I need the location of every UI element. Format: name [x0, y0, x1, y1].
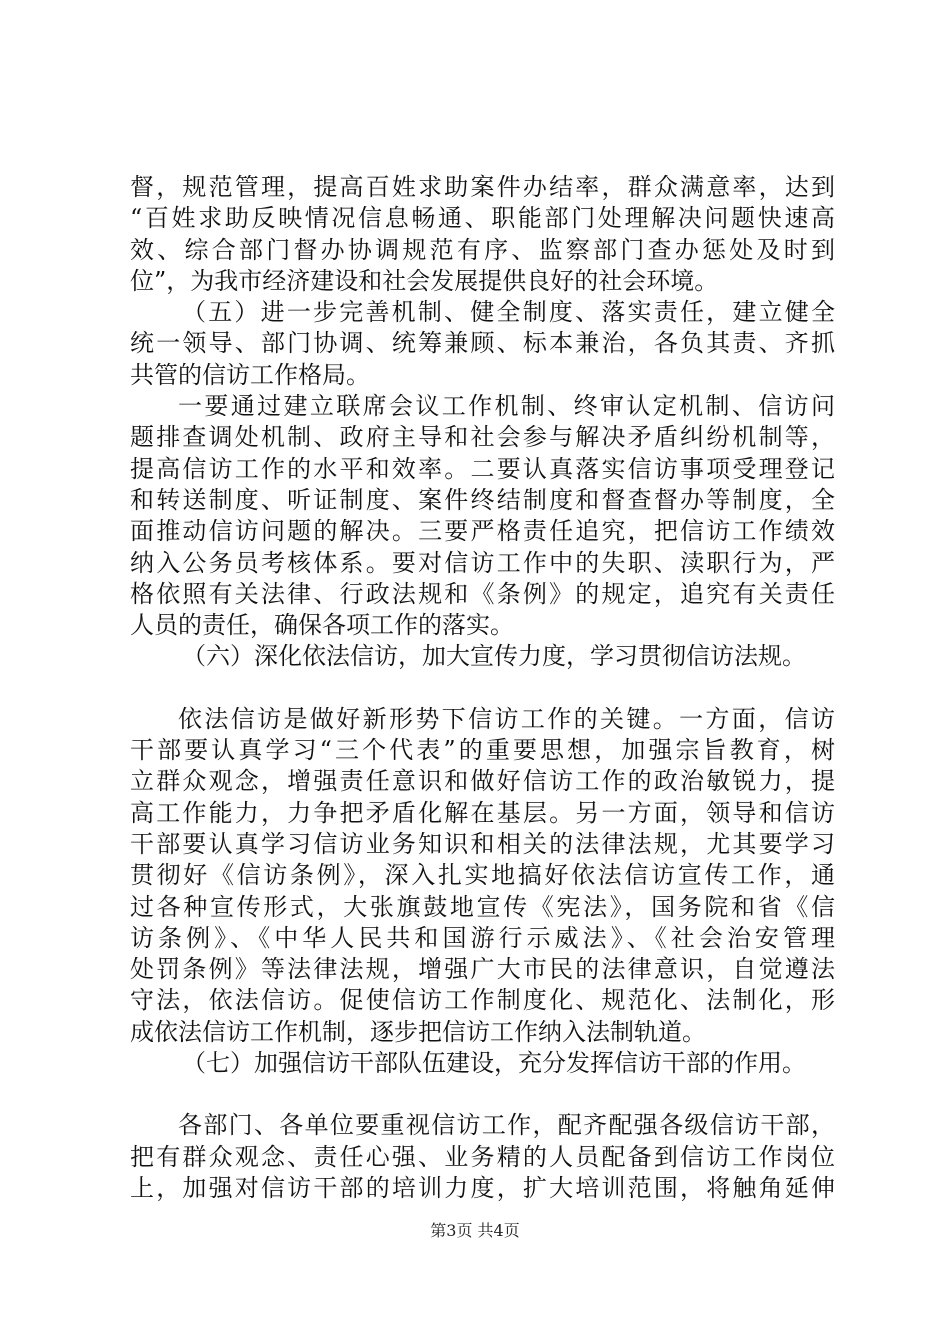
text-line: 面推动信访问题的解决。三要严格责任追究，把信访工作绩效 [130, 517, 835, 546]
text-line: 依法信访是做好新形势下信访工作的关键。一方面，信访 [178, 704, 835, 733]
text-line: 督，规范管理，提高百姓求助案件办结率，群众满意率，达到 [130, 173, 835, 201]
text-line: 过各种宣传形式，大张旗鼓地宣传《宪法》，国务院和省《信 [130, 892, 835, 921]
text-line: 处罚条例》等法律法规，增强广大市民的法律意识，自觉遵法 [130, 955, 835, 984]
text-line: 各部门、各单位要重视信访工作，配齐配强各级信访干部， [178, 1111, 835, 1140]
text-line: （五）进一步完善机制、健全制度、落实责任，建立健全 [182, 298, 835, 327]
text-line: 守法，依法信访。促使信访工作制度化、规范化、法制化，形 [130, 986, 835, 1015]
text-line: 人员的责任，确保各项工作的落实。 [130, 611, 514, 640]
text-line: （七）加强信访干部队伍建设，充分发挥信访干部的作用。 [182, 1049, 806, 1078]
text-line: 和转送制度、听证制度、案件终结制度和督查督办等制度，全 [130, 485, 835, 514]
text-line: 效、综合部门督办协调规范有序、监察部门查办惩处及时到 [130, 235, 835, 264]
text-line: 一要通过建立联席会议工作机制、终审认定机制、信访问 [178, 392, 835, 421]
text-line: 立群众观念，增强责任意识和做好信访工作的政治敏锐力，提 [130, 767, 835, 796]
text-line: 题排查调处机制、政府主导和社会参与解决矛盾纠纷机制等， [130, 423, 835, 452]
text-line: 格依照有关法律、行政法规和《条例》的规定，追究有关责任 [130, 579, 835, 608]
text-line: 统一领导、部门协调、统筹兼顾、标本兼治，各负其责、齐抓 [130, 329, 835, 358]
text-line: 纳入公务员考核体系。要对信访工作中的失职、渎职行为，严 [130, 548, 835, 577]
text-line: 成依法信访工作机制，逐步把信访工作纳入法制轨道。 [130, 1017, 706, 1046]
blank-line [130, 673, 835, 704]
text-line: 贯彻好《信访条例》，深入扎实地搞好依法信访宣传工作，通 [130, 861, 835, 890]
paragraph [130, 391, 835, 641]
document-body [130, 172, 835, 1204]
paragraph [130, 172, 835, 297]
text-line: 干部要认真学习信访业务知识和相关的法律法规，尤其要学习 [130, 829, 835, 858]
text-line: 上，加强对信访干部的培训力度，扩大培训范围，将触角延伸 [130, 1173, 835, 1202]
text-line: 位”，为我市经济建设和社会发展提供良好的社会环境。 [130, 266, 719, 295]
text-line: 共管的信访工作格局。 [130, 360, 370, 389]
text-line: 干部要认真学习“三个代表”的重要思想，加强宗旨教育，树 [130, 736, 835, 765]
text-line: 访条例》、《中华人民共和国游行示威法》、《社会治安管理 [130, 923, 835, 952]
section-heading-6 [130, 641, 835, 672]
text-line: （六）深化依法信访，加大宣传力度，学习贯彻信访法规。 [182, 642, 806, 671]
section-heading-5 [130, 297, 835, 391]
text-line: 提高信访工作的水平和效率。二要认真落实信访事项受理登记 [130, 454, 835, 483]
text-line: 高工作能力，力争把矛盾化解在基层。另一方面，领导和信访 [130, 798, 835, 827]
blank-line [130, 1079, 835, 1110]
paragraph [130, 1110, 835, 1204]
text-line: 把有群众观念、责任心强、业务精的人员配备到信访工作岗位 [130, 1142, 835, 1171]
text-line: “百姓求助反映情况信息畅通、职能部门处理解决问题快速高 [130, 204, 835, 233]
page-number-footer: 第3页 共4页 [430, 1221, 520, 1240]
section-heading-7 [130, 1048, 835, 1079]
paragraph [130, 704, 835, 1048]
